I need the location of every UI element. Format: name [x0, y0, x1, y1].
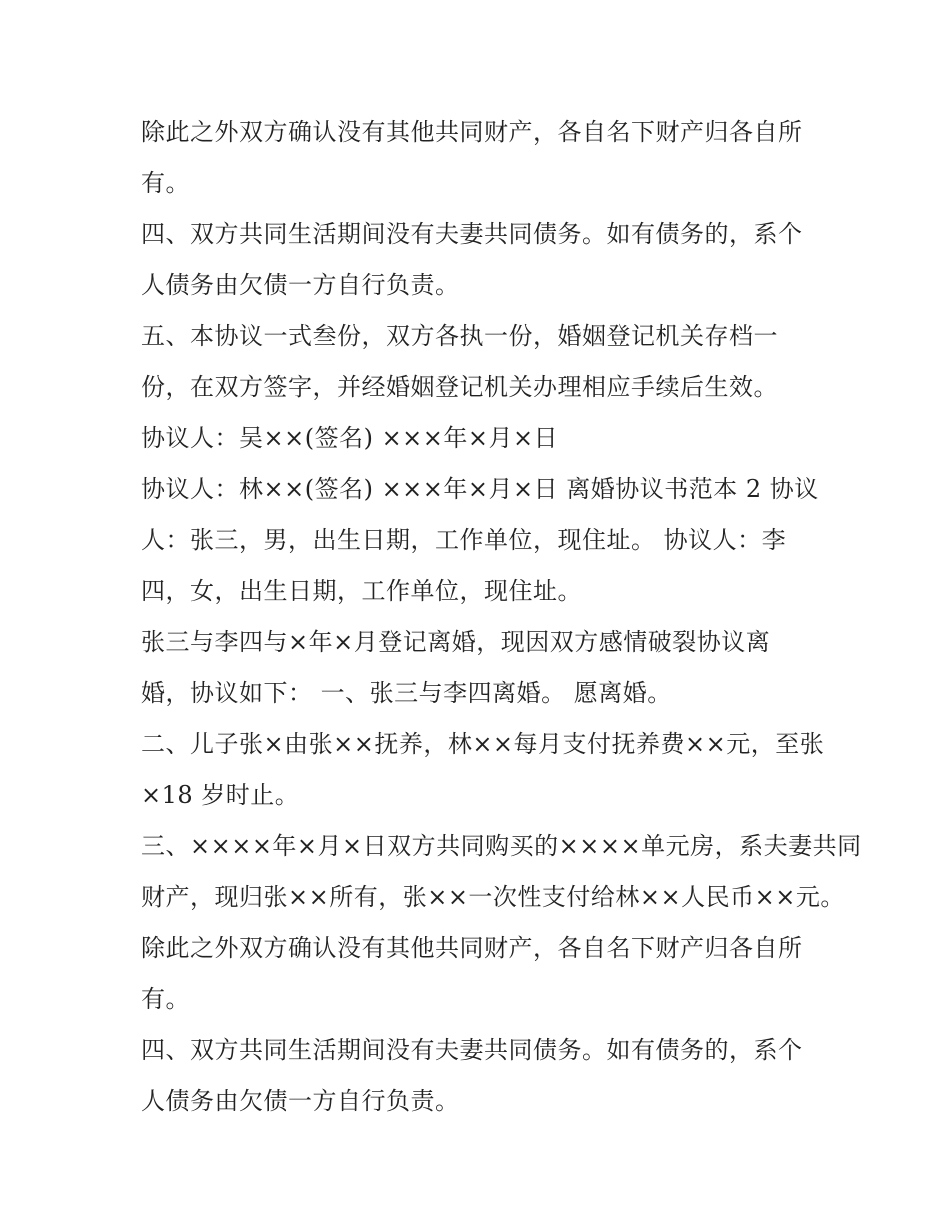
- text-line: 份，在双方签字，并经婚姻登记机关办理相应手续后生效。: [141, 373, 778, 401]
- text-line: 四、双方共同生活期间没有夫妻共同债务。如有债务的，系个: [141, 220, 803, 248]
- text-line: 财产，现归张××所有，张××一次性支付给林××人民币××元。: [141, 883, 845, 911]
- text-line: 二、儿子张×由张××抚养，林××每月支付抚养费××元，至张: [141, 730, 825, 758]
- text-line: 四，女，出生日期，工作单位，现住址。: [141, 577, 582, 605]
- text-line: 五、本协议一式叁份，双方各执一份，婚姻登记机关存档一: [141, 322, 778, 350]
- text-line: 协议人：吴××(签名) ×××年×月×日: [141, 424, 559, 452]
- text-line: 张三与李四与×年×月登记离婚，现因双方感情破裂协议离: [141, 628, 771, 656]
- text-line: ×18 岁时止。: [141, 781, 300, 809]
- text-line: 人债务由欠债一方自行负责。: [141, 1087, 460, 1115]
- text-line: 三、××××年×月×日双方共同购买的××××单元房，系夫妻共同: [141, 832, 862, 860]
- text-line: 有。: [141, 985, 190, 1013]
- text-line: 有。: [141, 169, 190, 197]
- text-line: 人债务由欠债一方自行负责。: [141, 271, 460, 299]
- text-line: 人：张三，男，出生日期，工作单位，现住址。 协议人：李: [141, 526, 787, 554]
- text-line: 除此之外双方确认没有其他共同财产，各自名下财产归各自所: [141, 934, 803, 962]
- text-line: 除此之外双方确认没有其他共同财产，各自名下财产归各自所: [141, 118, 803, 146]
- text-line: 婚，协议如下： 一、张三与李四离婚。 愿离婚。: [141, 679, 672, 707]
- document-body: [141, 107, 862, 1127]
- text-line: 协议人：林××(签名) ×××年×月×日 离婚协议书范本 2 协议: [141, 475, 819, 503]
- text-line: 四、双方共同生活期间没有夫妻共同债务。如有债务的，系个: [141, 1036, 803, 1064]
